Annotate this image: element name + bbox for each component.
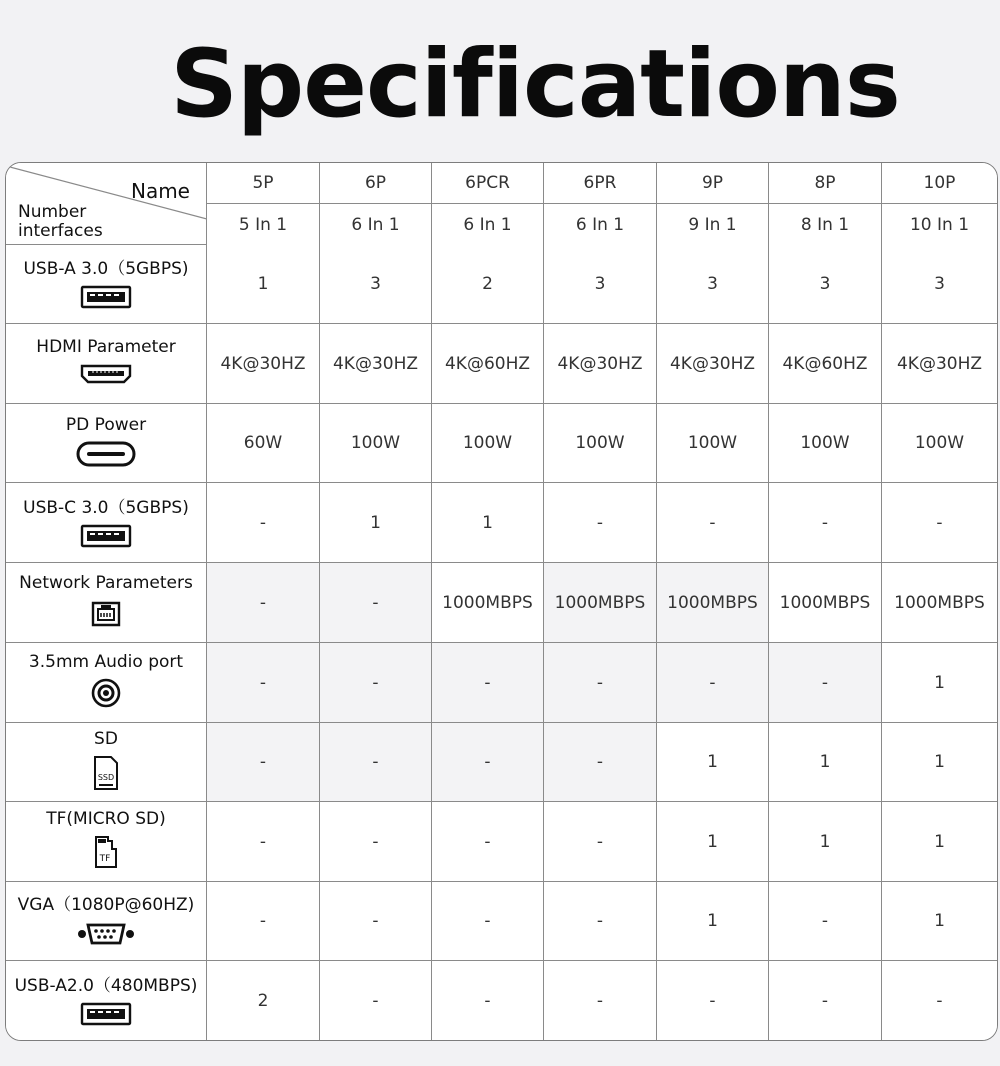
value-cell: 3 (544, 245, 657, 324)
value-cell: - (432, 643, 544, 723)
value-cell: 1 (320, 483, 432, 563)
row-header-cell (6, 483, 207, 563)
table-row (6, 563, 997, 643)
value-cell: 100W (544, 404, 657, 483)
row-header-cell (6, 245, 207, 324)
tf-card-icon (94, 835, 118, 874)
value-cell: - (320, 882, 432, 961)
spec-rows (6, 245, 997, 1040)
value-cell: 4K@60HZ (432, 324, 544, 404)
row-header-cell (6, 324, 207, 404)
row-label: TF(MICRO SD) (46, 809, 166, 829)
row-header-cell (6, 882, 207, 961)
value-cell: - (544, 723, 657, 802)
model-code: 8P (769, 163, 882, 204)
model-description: 10 In 1 (882, 204, 997, 245)
value-cell: 1 (882, 882, 997, 961)
value-cell: - (769, 483, 882, 563)
model-code: 6PCR (432, 163, 544, 204)
value-cell: 1000MBPS (769, 563, 882, 643)
value-cell: 1 (882, 723, 997, 802)
value-cell: - (207, 802, 320, 882)
row-label: Network Parameters (19, 573, 193, 593)
row-label: 3.5mm Audio port (28, 652, 184, 672)
table-row (6, 723, 997, 802)
value-cell: 1000MBPS (657, 563, 769, 643)
row-label: PD Power (65, 414, 147, 435)
row-header-cell (6, 961, 207, 1040)
row-header-cell (6, 723, 207, 802)
sd-card-icon (92, 755, 120, 796)
value-cell: - (320, 723, 432, 802)
value-cell: 4K@30HZ (657, 324, 769, 404)
model-code: 10P (882, 163, 997, 204)
value-cell: - (769, 961, 882, 1040)
value-cell: 60W (207, 404, 320, 483)
row-header-cell (6, 563, 207, 643)
table-row (6, 643, 997, 723)
value-cell: 1 (769, 723, 882, 802)
table-row (6, 882, 997, 961)
value-cell: 100W (882, 404, 997, 483)
value-cell: 2 (207, 961, 320, 1040)
value-cell: - (432, 723, 544, 802)
model-description: 5 In 1 (207, 204, 320, 245)
value-cell: - (207, 563, 320, 643)
model-description: 6 In 1 (320, 204, 432, 245)
value-cell: 1 (769, 802, 882, 882)
corner-name-label: Name (130, 179, 190, 203)
model-description: 9 In 1 (657, 204, 769, 245)
value-cell: - (544, 961, 657, 1040)
row-label: USB-A 3.0（5GBPS) (23, 259, 189, 279)
value-cell: 4K@30HZ (544, 324, 657, 404)
value-cell: 1000MBPS (432, 563, 544, 643)
value-cell: - (432, 961, 544, 1040)
model-description: 8 In 1 (769, 204, 882, 245)
row-label: SD (94, 728, 118, 749)
svg-text:TF: TF (99, 854, 111, 864)
value-cell: 4K@30HZ (882, 324, 997, 404)
audio-jack-icon (91, 678, 121, 713)
value-cell: 1 (657, 882, 769, 961)
value-cell: 3 (882, 245, 997, 324)
value-cell: 100W (320, 404, 432, 483)
value-cell: 100W (769, 404, 882, 483)
row-header-cell (6, 404, 207, 483)
value-cell: - (769, 643, 882, 723)
row-label: VGA（1080P@60HZ) (17, 895, 195, 915)
value-cell: - (544, 802, 657, 882)
page-title: Specifications (170, 30, 900, 139)
usb-a-port-icon (80, 1002, 132, 1031)
value-cell: 1 (657, 723, 769, 802)
value-cell: 4K@60HZ (769, 324, 882, 404)
vga-port-icon (77, 921, 135, 952)
value-cell: 1000MBPS (882, 563, 997, 643)
value-cell: - (657, 643, 769, 723)
value-cell: - (657, 961, 769, 1040)
value-cell: - (432, 882, 544, 961)
corner-number-label: Number interfaces (18, 202, 103, 241)
usb-a-port-icon (80, 524, 132, 553)
value-cell: - (544, 643, 657, 723)
value-cell: 3 (320, 245, 432, 324)
value-cell: 4K@30HZ (207, 324, 320, 404)
value-cell: 3 (657, 245, 769, 324)
value-cell: - (207, 483, 320, 563)
hdmi-port-icon (80, 363, 132, 390)
value-cell: - (882, 483, 997, 563)
row-label: USB-A2.0（480MBPS) (14, 975, 198, 996)
spec-table (5, 162, 998, 1041)
value-cell: 100W (657, 404, 769, 483)
svg-text:SSD: SSD (97, 772, 115, 782)
table-row (6, 483, 997, 563)
ethernet-port-icon (90, 599, 122, 632)
value-cell: 1000MBPS (544, 563, 657, 643)
model-code: 6P (320, 163, 432, 204)
usb-c-port-icon (76, 441, 136, 472)
value-cell: 3 (769, 245, 882, 324)
value-cell: 1 (882, 643, 997, 723)
value-cell: 4K@30HZ (320, 324, 432, 404)
value-cell: - (432, 802, 544, 882)
row-header-cell (6, 643, 207, 723)
table-row (6, 404, 997, 483)
value-cell: - (207, 882, 320, 961)
value-cell: 1 (657, 802, 769, 882)
row-header-cell (6, 802, 207, 882)
value-cell: - (320, 563, 432, 643)
value-cell: 1 (207, 245, 320, 324)
value-cell: 2 (432, 245, 544, 324)
table-row (6, 802, 997, 882)
value-cell: - (320, 802, 432, 882)
model-description: 6 In 1 (432, 204, 544, 245)
value-cell: 100W (432, 404, 544, 483)
value-cell: - (544, 483, 657, 563)
value-cell: - (320, 961, 432, 1040)
value-cell: - (882, 961, 997, 1040)
value-cell: - (544, 882, 657, 961)
table-row (6, 324, 997, 404)
value-cell: - (320, 643, 432, 723)
model-code: 9P (657, 163, 769, 204)
value-cell: 1 (432, 483, 544, 563)
value-cell: - (657, 483, 769, 563)
table-row (6, 961, 997, 1040)
model-code: 6PR (544, 163, 657, 204)
model-description: 6 In 1 (544, 204, 657, 245)
value-cell: 1 (882, 802, 997, 882)
table-row (6, 245, 997, 324)
value-cell: - (207, 643, 320, 723)
corner-header-cell (6, 163, 207, 245)
value-cell: - (207, 723, 320, 802)
row-label: HDMI Parameter (36, 337, 176, 357)
row-label: USB-C 3.0（5GBPS) (23, 497, 189, 518)
value-cell: - (769, 882, 882, 961)
usb-a-port-icon (80, 285, 132, 314)
model-code: 5P (207, 163, 320, 204)
